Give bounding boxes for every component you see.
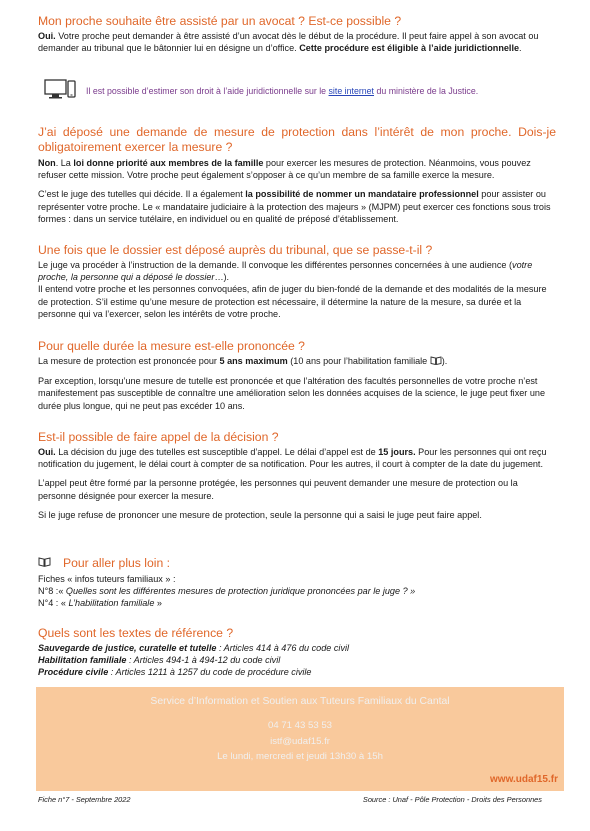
section-title: Une fois que le dossier est déposé auprès du tribunal, que se passe-t-il ?	[38, 243, 433, 257]
computer-phone-icon	[44, 78, 76, 105]
fiches-label: Fiches « infos tuteurs familiaux » :	[38, 574, 176, 584]
section-avocat	[38, 14, 556, 54]
section-exercer-mesure	[38, 125, 556, 225]
section-plus-loin	[38, 554, 556, 610]
fiche-4-reference: N°4 : « L’habilitation familiale »	[38, 598, 162, 609]
section-textes-reference	[38, 626, 556, 679]
section-paragraph: Oui. Votre proche peut demander à être assisté d’un avocat dès le début de la procédure. Il peut faire appel à son avocat ou demander au tribunal que le bâtonnier lui en désigne un d’office. Cette procédure est éligible à l’aide juridictionnelle.	[38, 31, 539, 54]
site-internet-link[interactable]: site internet	[328, 86, 375, 96]
reference-line: Habilitation familiale : Articles 494-1 à 494-12 du code civil	[38, 655, 281, 666]
book-icon	[430, 356, 442, 368]
info-text: Il est possible d’estimer son droit à l’aide juridictionnelle sur le site internet du ministère de la Justice.	[86, 86, 479, 96]
contact-phone[interactable]: 04 71 43 53 53	[267, 720, 333, 731]
fiche-8-reference: N°8 :« Quelles sont les différentes mesures de protection juridique prononcées par le juge ? »	[38, 586, 416, 597]
book-icon	[38, 554, 51, 572]
section-title: Pour aller plus loin :	[63, 555, 171, 570]
section-paragraph: Le juge va procéder à l’instruction de la demande. Il convoque les différentes personnes concernées à une audience (votre proche, la personne qui a déposé le dossier…).	[38, 260, 533, 283]
source-info: Source : Unaf - Pôle Protection - Droits des Personnes	[362, 795, 542, 804]
section-paragraph: C’est le juge des tutelles qui décide. Il a également la possibilité de nommer un mandataire professionnel pour assister ou représenter votre proche. Le « mandataire judiciaire à la protection des majeurs » (MJPM) peut exercer ces fonctions sous trois formes : dans un service tutélaire, en individuel ou en qualité de préposé d’établissement.	[38, 189, 551, 224]
website-link[interactable]: www.udaf15.fr	[490, 774, 558, 785]
contact-box	[36, 687, 564, 791]
section-appel	[38, 430, 556, 521]
section-duree	[38, 339, 556, 412]
section-title: Est-il possible de faire appel de la décision ?	[38, 430, 279, 444]
info-row	[44, 79, 564, 103]
fiche-info: Fiche n°7 - Septembre 2022	[38, 795, 131, 804]
section-paragraph: Oui. La décision du juge des tutelles est susceptible d’appel. Le délai d’appel est de 15 jours. Pour les personnes qui ont reçu notification du jugement, le délai court à compter de sa notification. Pour les autres, il court à compter de la date du jugement.	[38, 447, 547, 470]
section-paragraph: Il entend votre proche et les personnes convoquées, afin de juger du bien-fondé de la demande et des modalités de la mesure de protection. S’il estime qu’une mesure de protection est nécessaire, il détermine la nature de la mesure, sa durée et la personne qui va l’exercer, selon les intérêts de votre proche.	[38, 284, 547, 319]
contact-hours: Le lundi, mercredi et jeudi 13h30 à 15h	[217, 751, 383, 762]
section-paragraph: Par exception, lorsqu’une mesure de tutelle est prononcée et que l’altération des facultés personnelles de votre proche n’est manifestement pas susceptible de connaître une amélioration selon les données acquises de la science, le juge peut fixer une durée plus longue, qui ne peut pas excéder 10 ans.	[38, 376, 546, 411]
section-paragraph: Non. La loi donne priorité aux membres de la famille pour exercer les mesures de protection. Néanmoins, vous pouvez refuser cette mission. Votre proche peut également s’opposer à ce qu’un membre de sa famille exerce la mesure.	[38, 158, 531, 181]
section-title: Mon proche souhaite être assisté par un avocat ? Est-ce possible ?	[38, 14, 402, 28]
section-paragraph: L’appel peut être formé par la personne protégée, les personnes qui peuvent demander une mesure de protection ou la personne désignée pour exercer la mesure.	[38, 478, 518, 501]
section-title-row	[38, 554, 556, 572]
reference-line: Procédure civile : Articles 1211 à 1257 du code de procédure civile	[38, 667, 312, 678]
contact-email[interactable]: istf@udaf15.fr	[270, 736, 330, 747]
reference-line: Sauvegarde de justice, curatelle et tutelle : Articles 414 à 476 du code civil	[38, 643, 350, 653]
contact-title: Service d’Information et Soutien aux Tuteurs Familiaux du Cantal	[150, 696, 450, 707]
section-paragraph: Si le juge refuse de prononcer une mesure de protection, seule la personne qui a saisi le juge peut faire appel.	[38, 509, 482, 520]
section-dossier-tribunal	[38, 243, 556, 320]
section-title: Quels sont les textes de référence ?	[38, 626, 234, 640]
section-title: Pour quelle durée la mesure est-elle prononcée ?	[38, 339, 305, 353]
section-paragraph: La mesure de protection est prononcée pour 5 ans maximum (10 ans pour l’habilitation familiale ).	[38, 355, 556, 368]
section-title: J’ai déposé une demande de mesure de protection dans l’intérêt de mon proche. Dois-je obligatoirement exercer la mesure ?	[38, 125, 556, 154]
